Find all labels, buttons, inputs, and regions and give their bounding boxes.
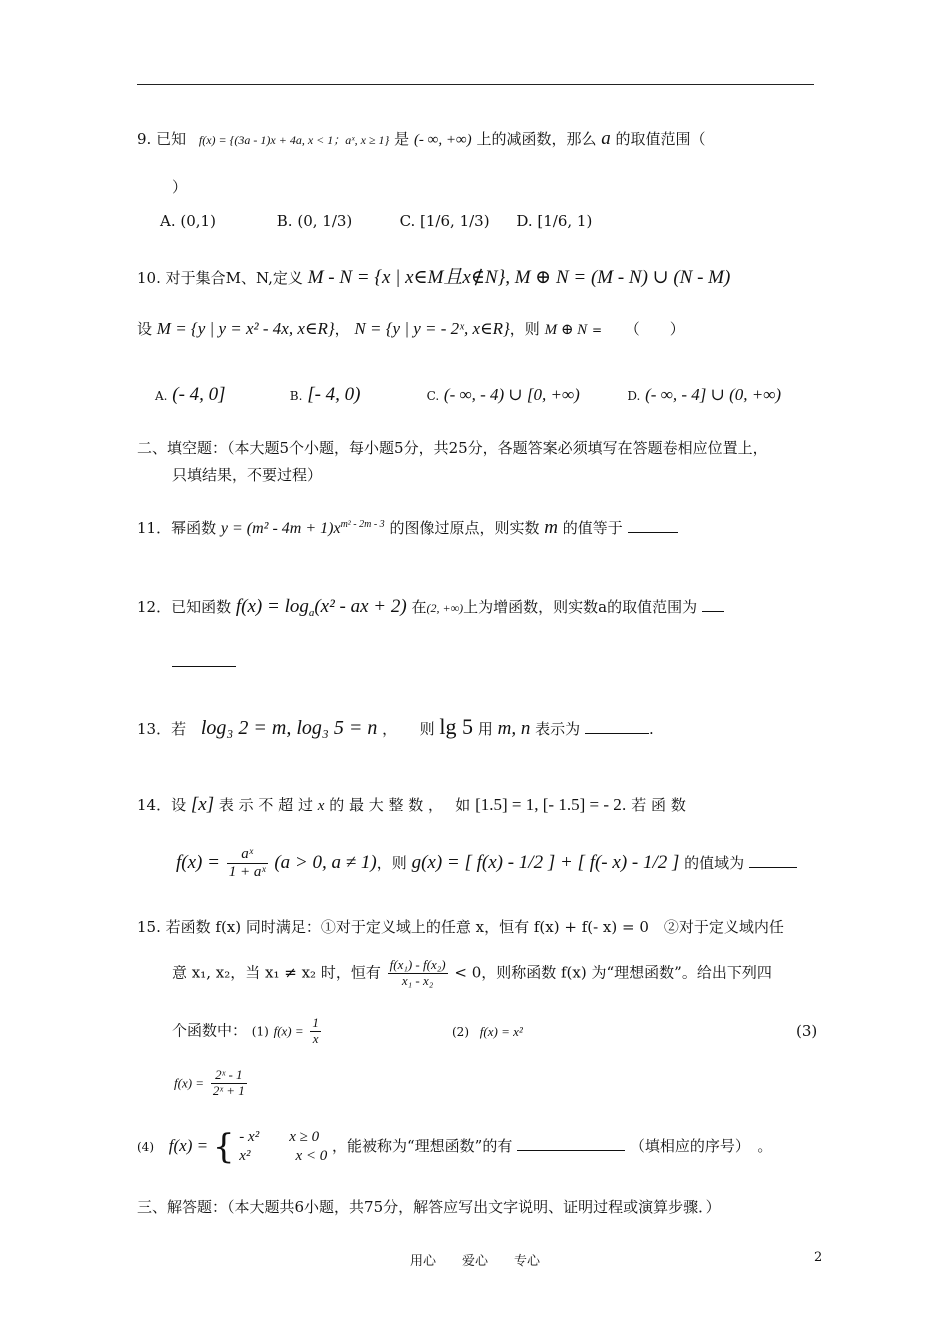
q15-item-4: (4) f(x) = { - x² x ≥ 0 x² x < 0 ，能被称为“理想函数”的有 （填相应的序号） 。 [137,1126,773,1167]
q9-close-paren: ） [172,178,188,196]
q14-floor-symbol: [x] [190,794,215,815]
q9-tail: 的取值范围（ [615,130,706,148]
q15-line-3: 个函数中： (1) f(x) = $\frac{1}{x}$ [172,1015,319,1046]
q9-options [160,212,592,230]
q10-options [155,384,781,406]
q10-answer-paren: （ ） [624,320,685,338]
q12-answer-blank[interactable] [172,652,236,671]
q15-item-3-fraction: $\frac{\text{2ˣ - 1}}{\text{2ˣ + 1}}$ [212,1067,245,1098]
q9-option-d: D. [1/6, 1) [516,212,593,230]
q15-item-1-lhs: f(x) = [273,1023,304,1039]
q10-then: ，则 [509,320,540,338]
q10-sets [137,318,685,339]
q10-set-label: 设 [137,320,153,338]
q15-item-1-label: (1) [251,1024,269,1039]
q12-expression: f(x) = log [235,596,309,617]
page-number: 2 [814,1250,823,1265]
q12-text: 上为增函数，则实数a的取值范围为 [463,598,698,616]
header-rule [137,84,814,85]
page-footer: 用心 爱心 专心 [409,1254,540,1269]
q15-line-1: 15. 若函数 f(x) 同时满足：①对于定义域上的任意 x，恒有 f(x) + f(- x) = 0 ②对于定义域内任 [137,918,784,936]
q11-number: 11．幂函数 [137,519,217,537]
q12-interval: (2, +∞) [426,601,464,615]
q11-exponent: m² - 2m - 3 [340,519,385,530]
q11-variable: m [544,517,558,538]
question-13 [137,714,654,740]
q14-number: 14．设 [137,796,187,814]
q9-text: 上的减函数，那么 [476,130,597,148]
q14-f-lhs: f(x) = [176,851,220,873]
q10-definition: M - N = {x | x∈M且x∉N}, M ⊕ N = (M - N) ∪ (N - M) [307,267,731,288]
q13-answer-blank[interactable] [585,719,649,734]
q12-number: 12．已知函数 [137,598,232,616]
q11-tail: 的值等于 [562,519,623,537]
q12-log-base: a [308,607,315,619]
q15-item-4-pieces: - x² x ≥ 0 x² x < 0 [239,1129,328,1164]
q14-answer-blank[interactable] [749,853,797,868]
q9-function: f(x) = {(3a - 1)x + 4a, x < 1；aˣ, x ≥ 1} [198,133,390,147]
q15-condition-fraction: $\frac{\text{f(x₁) - f(x₂)}}{\text{x₁ - x₂}}$ [389,957,446,988]
q14-text-3: . 若 函 数 [621,796,686,814]
q15-item-1-fraction: $\frac{1}{x}$ [312,1015,319,1046]
q11-answer-blank[interactable] [628,518,678,533]
q14-then: ，则 [376,853,407,872]
q10-option-b: B. [- 4, 0) [289,384,361,405]
section-3-heading: 三、解答题：（本大题共6小题，共75分，解答应写出文字说明、证明过程或演算步骤．） [137,1198,721,1216]
q10-option-d: D. (- ∞, - 4] ∪ (0, +∞) [627,385,782,404]
question-9 [137,128,706,150]
q15-item-4-brace: { [212,1126,235,1167]
q13-expression: log₃ 2 = m, log₃ 5 = n [200,717,378,739]
q10-equals: = [591,323,603,337]
q13-period: . [648,720,654,738]
section-2-note: 只填结果，不要过程） [172,466,323,484]
q9-variable: a [601,128,611,149]
q13-text: 用 [477,720,493,738]
q15-answer-blank[interactable] [517,1136,625,1151]
q11-text: 的图像过原点，则实数 [389,519,540,537]
q14-variable: x [317,798,325,814]
q14-text-2: 的 最 大 整 数 ， 如 [329,796,471,814]
question-11 [137,517,678,539]
q15-item-3-label: (3) [796,1022,818,1040]
q10-expression: M ⊕ N [544,322,588,338]
q10-set-m: M = {y | y = x² - 4x, x∈R} [156,319,335,338]
q14-tail: 的值域为 [684,853,745,872]
q13-target: lg 5 [439,714,474,739]
q13-separator: ， 则 [382,720,435,738]
q14-example: [1.5] = 1, [- 1.5] = - 2 [475,795,622,814]
q14-f-condition: (a > 0, a ≠ 1) [274,851,377,873]
question-10 [137,262,730,289]
q15-item-2: (2) f(x) = x² [452,1024,523,1039]
q13-tail: 表示为 [535,720,581,738]
q10-separator: ， [334,320,350,338]
q11-expression: y = (m² - 4m + 1)x [220,520,341,537]
q12-answer-blank-start[interactable] [702,597,724,612]
q13-number: 13．若 [137,720,187,738]
q9-is: 是 [394,130,410,148]
q15-tail: ，能被称为“理想函数”的有 [332,1136,513,1155]
q15-line-2: 意 x₁, x₂，当 x₁ ≠ x₂ 时，恒有 $\frac{\text{f(x₁) - f(x₂)}}{\text{x₁ - x₂}}$ < 0，则称函数 f(x) 为“理想函数”。给出下列四 [172,957,772,988]
q12-argument: (x² - ax + 2) [314,596,407,617]
q15-hint: （填相应的序号） 。 [629,1136,773,1155]
q14-functions [176,846,797,882]
question-12 [137,596,724,619]
section-2-heading: 二、填空题：（本大题5个小题，每小题5分，共25分，各题答案必须填写在答题卷相应位置上， [137,439,768,457]
q9-domain: (- ∞, +∞) [413,132,472,148]
q9-option-b: B. (0, 1/3) [276,212,353,230]
q10-option-a: A. (- 4, 0] [155,384,226,405]
q10-option-c: C. (- ∞, - 4) ∪ [0, +∞) [426,385,580,404]
q14-g-expression: g(x) = [ f(x) - 1/2 ] + [ f(- x) - 1/2 ] [411,851,680,873]
q14-text-1: 表 示 不 超 过 [218,796,313,814]
q9-option-a: A. (0,1) [160,212,216,230]
q13-variables: m, n [497,718,531,739]
q10-set-n: N = {y | y = - 2ˣ, x∈R} [354,319,510,338]
question-14 [137,794,686,816]
q9-number: 9. 已知 [137,130,187,148]
q15-item-3: f(x) = $\frac{\text{2ˣ - 1}}{\text{2ˣ + 1}}$ [174,1067,245,1098]
q14-f-fraction: $\frac{\text{aˣ}}{\text{1 + aˣ}}$ [228,846,266,881]
q10-number: 10. 对于集合M、N,定义 [137,269,303,287]
q9-option-c: C. [1/6, 1/3) [399,212,490,230]
q12-in: 在 [411,598,427,616]
